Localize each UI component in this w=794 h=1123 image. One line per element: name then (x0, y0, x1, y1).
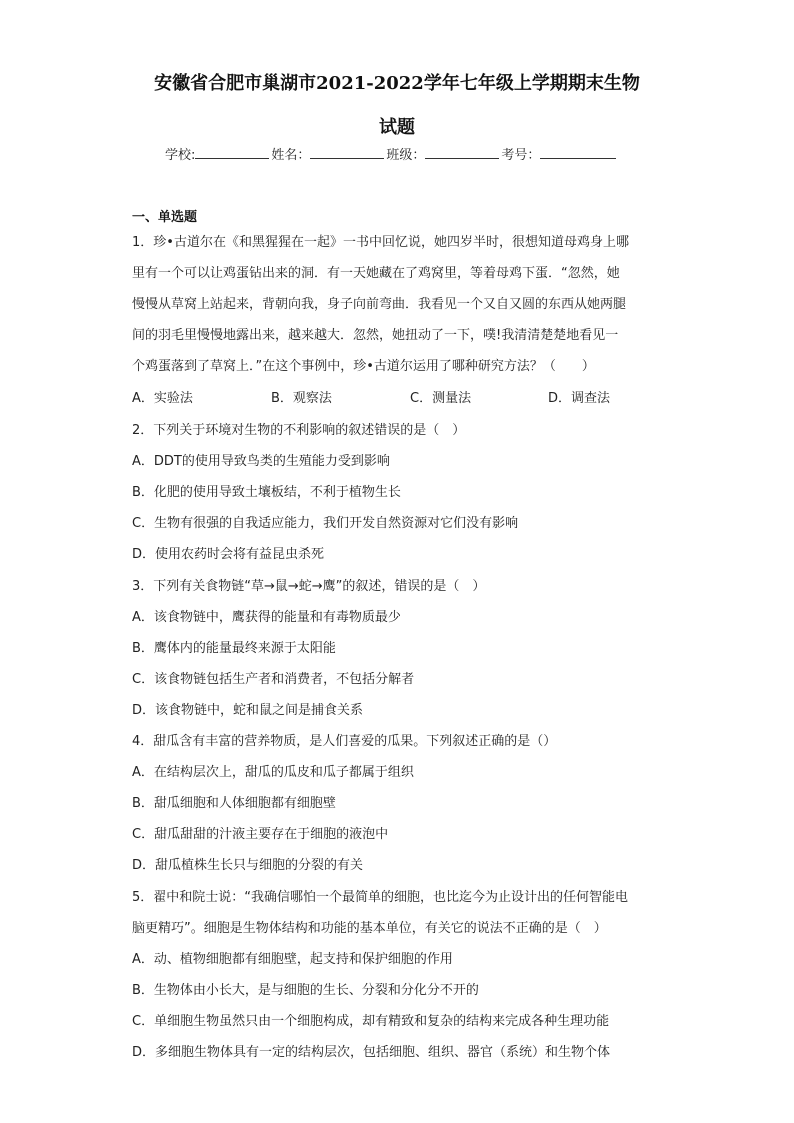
question-4-option-c[interactable]: C．甜瓜甜甜的汁液主要存在于细胞的液泡中 (132, 827, 389, 842)
question-5-stem-line: 5．翟中和院士说：“我确信哪怕一个最简单的细胞，也比迄今为止设计出的任何智能电 (132, 890, 629, 905)
question-5-option-c[interactable]: C．单细胞生物虽然只由一个细胞构成，却有精致和复杂的结构来完成各种生理功能 (132, 1014, 610, 1029)
question-2-option-d[interactable]: D．使用农药时会将有益昆虫杀死 (132, 547, 325, 562)
question-1-stem (132, 227, 662, 382)
school-label: 学校: (165, 148, 196, 163)
question-5-option-b[interactable]: B．生物体由小长大，是与细胞的生长、分裂和分化分不开的 (132, 983, 479, 998)
question-1-line: 间的羽毛里慢慢地露出来，越来越大．忽然，她扭动了一下，噗!我清清楚楚地看见一 (132, 328, 619, 343)
exam-title-line2: 试题 (379, 117, 415, 138)
question-1-line: 个鸡蛋落到了草窝上．”在这个事例中，珍•古道尔运用了哪种研究方法？（ ） (132, 359, 595, 374)
question-1-line: 慢慢从草窝上站起来，背朝向我，身子向前弯曲．我看见一个又自又圆的东西从她两腿 (132, 297, 627, 312)
question-1-option-d[interactable]: D．调查法 (548, 391, 611, 406)
student-info-row (165, 144, 618, 163)
question-2-option-b[interactable]: B．化肥的使用导致土壤板结，不利于植物生长 (132, 485, 401, 500)
question-5-stem-line: 脑更精巧”。细胞是生物体结构和功能的基本单位，有关它的说法不正确的是（ ） (132, 921, 607, 936)
question-3-option-a[interactable]: A．该食物链中，鹰获得的能量和有毒物质最少 (132, 610, 401, 625)
question-4-option-b[interactable]: B．甜瓜细胞和人体细胞都有细胞壁 (132, 796, 336, 811)
question-2-stem: 2．下列关于环境对生物的不利影响的叙述错误的是（ ） (132, 423, 466, 438)
question-3-stem: 3．下列有关食物链“草→鼠→蛇→鹰”的叙述，错误的是（ ） (132, 579, 486, 594)
exam-number-field (501, 144, 618, 163)
exam-title-line1: 安徽省合肥市巢湖市2021-2022学年七年级上学期期末生物 (154, 73, 640, 94)
question-1-line: 1．珍•古道尔在《和黑猩猩在一起》一书中回忆说，她四岁半时，很想知道母鸡身上哪 (132, 235, 629, 250)
question-4-option-d[interactable]: D．甜瓜植株生长只与细胞的分裂的有关 (132, 858, 364, 873)
question-3-option-d[interactable]: D．该食物链中，蛇和鼠之间是捕食关系 (132, 703, 364, 718)
school-blank[interactable] (195, 146, 269, 159)
class-blank[interactable] (425, 146, 499, 159)
name-field (271, 144, 386, 163)
question-2-option-c[interactable]: C．生物有很强的自我适应能力，我们开发自然资源对它们没有影响 (132, 516, 519, 531)
question-5-option-d[interactable]: D．多细胞生物体具有一定的结构层次，包括细胞、组织、器官（系统）和生物个体 (132, 1045, 611, 1060)
question-1-option-b[interactable]: B．观察法 (271, 391, 332, 406)
name-label: 姓名： (271, 148, 311, 163)
question-3-option-b[interactable]: B．鹰体内的能量最终来源于太阳能 (132, 641, 336, 656)
question-3-option-c[interactable]: C．该食物链包括生产者和消费者，不包括分解者 (132, 672, 415, 687)
question-1-option-a[interactable]: A．实验法 (132, 391, 193, 406)
question-4-stem: 4．甜瓜含有丰富的营养物质，是人们喜爱的瓜果。下列叙述正确的是（） (132, 734, 557, 749)
name-blank[interactable] (310, 146, 384, 159)
class-field (386, 144, 501, 163)
exam-number-blank[interactable] (540, 146, 616, 159)
exam-number-label: 考号： (501, 148, 541, 163)
question-5-option-a[interactable]: A．动、植物细胞都有细胞壁，起支持和保护细胞的作用 (132, 952, 453, 967)
question-1-line: 里有一个可以让鸡蛋钻出来的洞．有一天她藏在了鸡窝里，等着母鸡下蛋．“忽然，她 (132, 266, 620, 281)
question-4-option-a[interactable]: A．在结构层次上，甜瓜的瓜皮和瓜子都属于组织 (132, 765, 414, 780)
section-heading: 一、单选题 (132, 210, 198, 225)
question-1-option-c[interactable]: C．测量法 (410, 391, 472, 406)
question-2-option-a[interactable]: A．DDT的使用导致鸟类的生殖能力受到影响 (132, 454, 390, 469)
class-label: 班级： (386, 148, 426, 163)
school-field (165, 144, 271, 163)
